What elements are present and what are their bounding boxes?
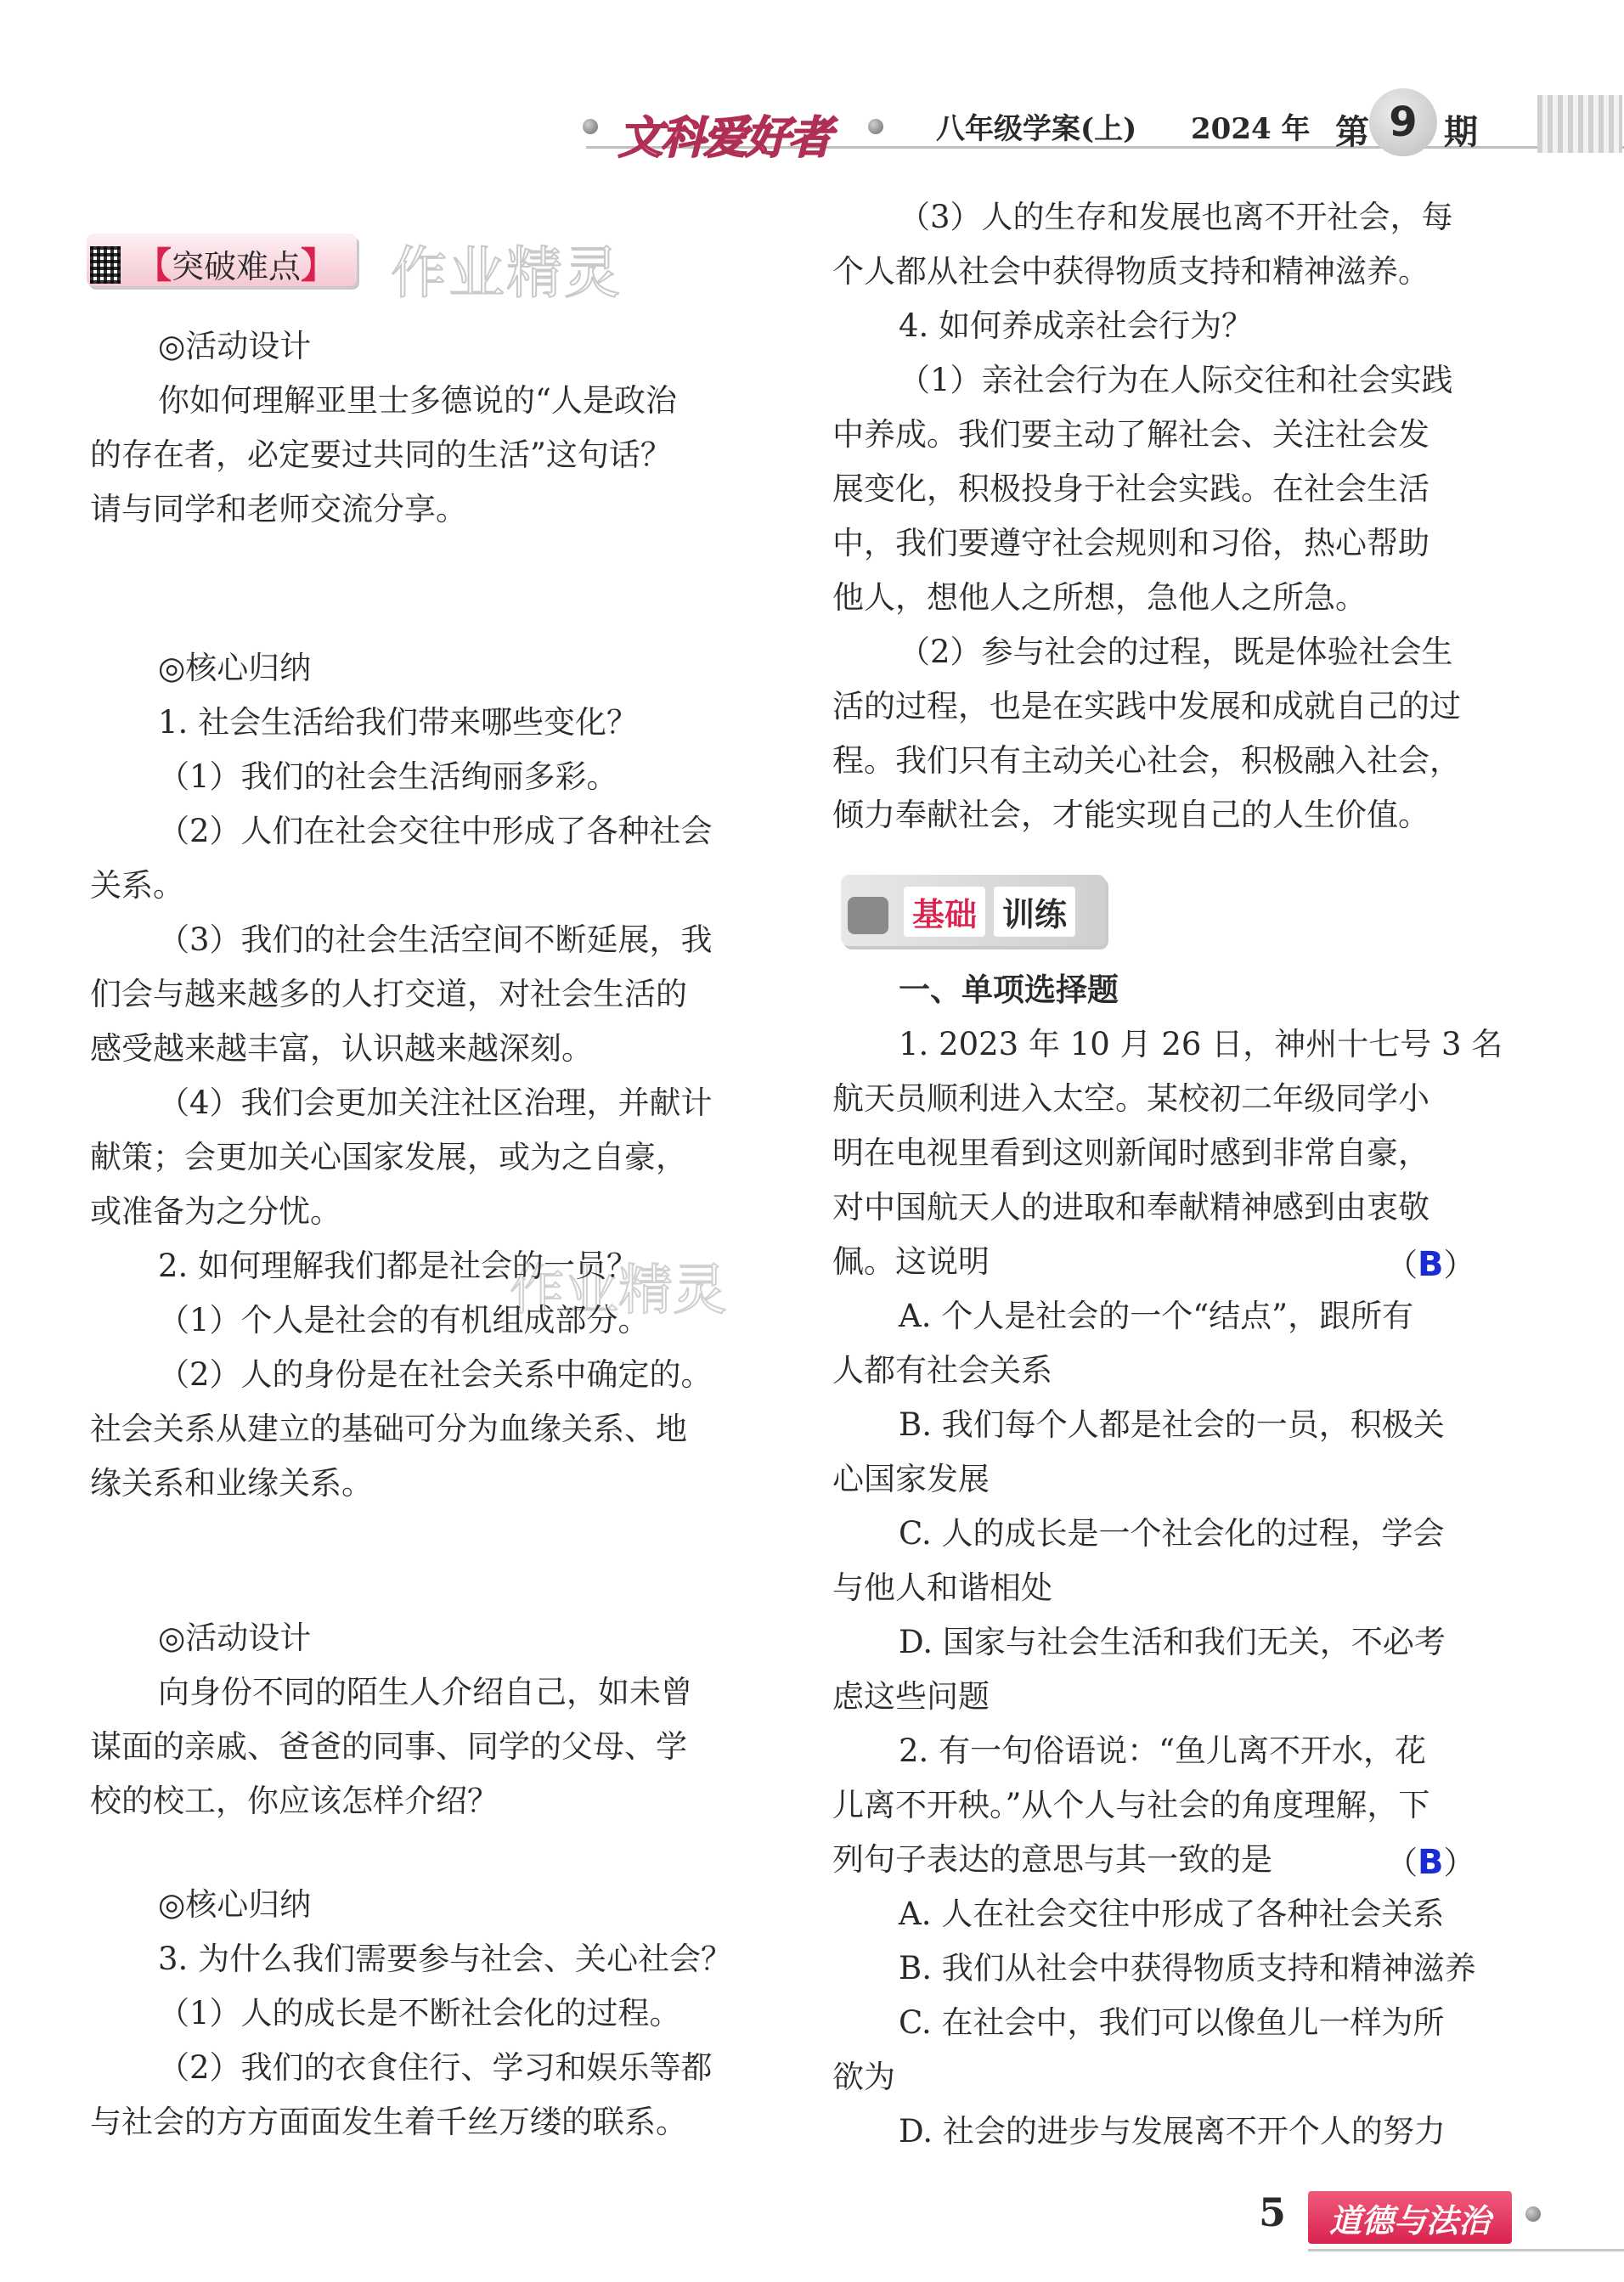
option-line: 与他人和谐相处 <box>832 1569 1052 1606</box>
option-line: A. 个人是社会的一个“结点”，跟所有 <box>899 1298 1414 1334</box>
option-line: 人都有社会关系 <box>832 1352 1052 1389</box>
text-line: （3）我们的社会生活空间不断延展，我 <box>158 921 713 958</box>
question-line: 3. 为什么我们需要参与社会、关心社会？ <box>158 1941 733 1977</box>
question-line: 儿离不开秧。”从个人与社会的角度理解，下 <box>832 1787 1430 1823</box>
text-line: （2）参与社会的过程，既是体验社会生 <box>899 634 1453 670</box>
option-line: B. 我们每个人都是社会的一员，积极关 <box>899 1406 1445 1443</box>
text-line: （1）人的成长是不断社会化的过程。 <box>158 1995 681 2031</box>
answer-bracket <box>1386 1836 1475 1890</box>
text-line: 缘关系和业缘关系。 <box>90 1465 373 1502</box>
option-line: A. 人在社会交往中形成了各种社会关系 <box>899 1896 1445 1932</box>
bullet-icon <box>1525 2206 1541 2222</box>
text-line: 谋面的亲戚、爸爸的同事、同学的父母、学 <box>90 1728 687 1765</box>
text-line: 校的校工，你应该怎样介绍？ <box>90 1783 499 1819</box>
subject-banner <box>1308 2191 1512 2244</box>
text-line: （3）人的生存和发展也离不开社会，每 <box>899 199 1453 235</box>
question-line: 对中国航天人的进取和奉献精神感到由衷敬 <box>832 1189 1429 1226</box>
bracket-open: （ <box>1386 1247 1418 1283</box>
answer-mark: B <box>1418 1245 1444 1284</box>
question-line: 列句子表达的意思与其一致的是 <box>832 1841 1272 1878</box>
bracket-right: 】 <box>301 245 337 286</box>
year-label: 2024 年 <box>1191 112 1311 146</box>
text-line: 程。我们只有主动关心社会，积极融入社会， <box>832 742 1461 779</box>
question-line: 航天员顺利进入太空。某校初二年级同学小 <box>832 1080 1429 1117</box>
page-number: 5 <box>1259 2189 1287 2235</box>
text-line: （1）我们的社会生活绚丽多彩。 <box>158 758 618 795</box>
text-line: 中，我们要遵守社会规则和习俗，热心帮助 <box>832 525 1429 561</box>
text-line: （4）我们会更加关注社区治理，并献计 <box>158 1085 713 1121</box>
section-title-text: 突破难点 <box>172 248 302 285</box>
issue-prefix: 第 <box>1335 112 1369 152</box>
camera-icon <box>848 897 888 934</box>
section-title-jichu-b: 训练 <box>994 887 1075 937</box>
activity-heading: ◎活动设计 <box>158 1620 312 1656</box>
text-line: 活的过程，也是在实践中发展和成就自己的过 <box>832 688 1461 724</box>
section-title-tuopo <box>136 238 336 289</box>
text-line: 你如何理解亚里士多德说的“人是政治 <box>158 382 677 419</box>
bullet-icon <box>868 119 883 134</box>
text-line: （2）人们在社会交往中形成了各种社会 <box>158 813 713 849</box>
issue-number: 9 <box>1389 99 1418 146</box>
part-title: 一、单项选择题 <box>899 972 1119 1008</box>
option-line: 欲为 <box>832 2059 895 2095</box>
summary-heading: ◎核心归纳 <box>158 650 312 686</box>
text-line: （1）个人是社会的有机组成部分。 <box>158 1302 650 1338</box>
option-line: B. 我们从社会中获得物质支持和精神滋养 <box>899 1950 1476 1986</box>
question-line: 1. 2023 年 10 月 26 日，神州十七号 3 名 <box>899 1026 1503 1062</box>
answer-mark: B <box>1418 1843 1444 1882</box>
option-line: 心国家发展 <box>832 1461 990 1497</box>
text-line: 或准备为之分忧。 <box>90 1193 341 1230</box>
calculator-icon <box>90 246 121 284</box>
option-line: C. 在社会中，我们可以像鱼儿一样为所 <box>899 2004 1445 2041</box>
bracket-close: ） <box>1443 1247 1475 1283</box>
text-line: 展变化，积极投身于社会实践。在社会生活 <box>832 470 1429 507</box>
text-line: 倾力奉献社会，才能实现自己的人生价值。 <box>832 797 1429 833</box>
text-line: 献策；会更加关心国家发展，或为之自豪， <box>90 1139 687 1175</box>
section-title-jichu-a: 基础 <box>904 887 985 937</box>
activity-heading: ◎活动设计 <box>158 328 312 364</box>
option-line: C. 人的成长是一个社会化的过程，学会 <box>899 1515 1445 1552</box>
issue-suffix: 期 <box>1444 112 1478 152</box>
text-line: （1）亲社会行为在人际交往和社会实践 <box>899 362 1453 398</box>
question-line: 4. 如何养成亲社会行为？ <box>899 307 1254 344</box>
summary-heading: ◎核心归纳 <box>158 1886 312 1923</box>
option-line: D. 社会的进步与发展离不开个人的努力 <box>899 2113 1446 2150</box>
bracket-close: ） <box>1443 1845 1475 1881</box>
watermark: 作业精灵 <box>391 240 622 306</box>
option-line: D. 国家与社会生活和我们无关，不必考 <box>899 1624 1446 1660</box>
text-line: 的存在者，必定要过共同的生活”这句话？ <box>90 437 672 473</box>
text-line: （2）人的身份是在社会关系中确定的。 <box>158 1356 713 1393</box>
bracket-left: 【 <box>136 245 172 286</box>
brand-logo: 文科爱好者 <box>618 113 832 164</box>
question-line: 2. 如何理解我们都是社会的一员？ <box>158 1248 639 1284</box>
header-stripe <box>1537 95 1622 153</box>
answer-bracket <box>1386 1238 1475 1292</box>
text-line: 与社会的方方面面发生着千丝万缕的联系。 <box>90 2104 687 2140</box>
text-line: 他人，想他人之所想，急他人之所急。 <box>832 579 1367 616</box>
text-line: 感受越来越丰富，认识越来越深刻。 <box>90 1030 593 1067</box>
question-line: 2. 有一句俗语说：“鱼儿离不开水，花 <box>899 1733 1426 1769</box>
question-line: 佩。这说明 <box>832 1243 990 1280</box>
bullet-icon <box>583 119 598 134</box>
bracket-open: （ <box>1386 1845 1418 1881</box>
text-line: 们会与越来越多的人打交道，对社会生活的 <box>90 976 687 1012</box>
text-line: 社会关系从建立的基础可分为血缘关系、地 <box>90 1411 687 1447</box>
text-line: 向身份不同的陌生人介绍自己，如未曾 <box>158 1674 692 1710</box>
option-line: 虑这些问题 <box>832 1678 990 1715</box>
text-line: 个人都从社会中获得物质支持和精神滋养。 <box>832 253 1429 290</box>
question-line: 明在电视里看到这则新闻时感到非常自豪， <box>832 1135 1429 1171</box>
footer-rule <box>1308 2249 1624 2251</box>
text-line: 关系。 <box>90 867 184 904</box>
text-line: 中养成。我们要主动了解社会、关注社会发 <box>832 416 1429 453</box>
question-line: 1. 社会生活给我们带来哪些变化？ <box>158 704 639 741</box>
subject-label: 道德与法治 <box>1328 2201 1491 2240</box>
text-line: （2）我们的衣食住行、学习和娱乐等都 <box>158 2049 713 2086</box>
text-line: 请与同学和老师交流分享。 <box>90 491 467 527</box>
edition-label: 八年级学案(上) <box>936 112 1137 146</box>
watermark: 作业精灵 <box>510 1259 727 1322</box>
issue-number-badge <box>1369 88 1437 156</box>
